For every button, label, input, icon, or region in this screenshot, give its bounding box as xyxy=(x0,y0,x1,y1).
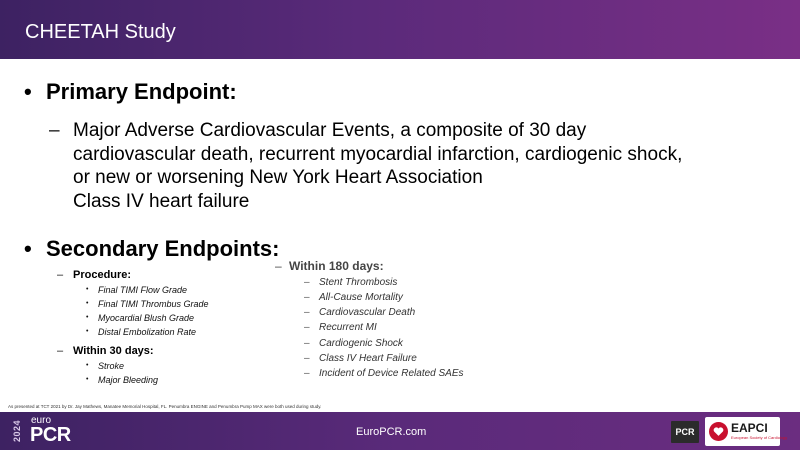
within-30-item: Stroke xyxy=(98,361,125,371)
within-180-item-dash: – xyxy=(304,322,310,333)
website-link[interactable]: EuroPCR.com xyxy=(356,426,427,438)
bullet-dot-icon: • xyxy=(86,328,89,335)
procedure-item: Final TIMI Thrombus Grade xyxy=(98,299,209,309)
procedure-label: Procedure: xyxy=(73,269,132,281)
bullet-dot-icon: • xyxy=(86,300,89,307)
eapci-subtitle: European Society of Cardiology xyxy=(731,435,788,440)
within-180-item-dash: – xyxy=(304,277,310,288)
within-180-item: Cardiogenic Shock xyxy=(319,338,403,349)
primary-endpoint-description xyxy=(73,119,773,213)
within-180-item: Recurrent MI xyxy=(319,322,377,333)
secondary-endpoints-heading: Secondary Endpoints: xyxy=(46,236,280,261)
europcr-logo-euro: euro xyxy=(31,415,52,426)
within-180-item: Incident of Device Related SAEs xyxy=(319,368,464,379)
primary-endpoint-heading: Primary Endpoint: xyxy=(46,79,237,104)
europcr-logo-pcr: PCR xyxy=(30,424,71,446)
slide-header xyxy=(0,0,800,59)
within-180-item-dash: – xyxy=(304,307,310,318)
within-180-item-dash: – xyxy=(304,353,310,364)
within-180-item: Cardiovascular Death xyxy=(319,307,416,318)
pcr-badge-logo: PCR xyxy=(671,421,699,443)
heart-icon xyxy=(713,426,724,437)
slide-title: CHEETAH Study xyxy=(25,21,176,43)
within-180-dash: – xyxy=(275,259,282,273)
within-180-item: All-Cause Mortality xyxy=(319,292,403,303)
within-30-label: Within 30 days: xyxy=(73,345,154,357)
bullet-dot-icon: • xyxy=(86,286,89,293)
bullet-dot-icon: • xyxy=(24,236,32,261)
eapci-logo xyxy=(705,417,788,446)
bullet-dot-icon: • xyxy=(24,79,32,104)
primary-line-3: or new or worsening New York Heart Association xyxy=(73,167,483,188)
year-label: 2024 xyxy=(12,419,22,443)
procedure-item: Distal Embolization Rate xyxy=(98,327,197,337)
eapci-text: EAPCI xyxy=(731,421,768,435)
within-180-item: Class IV Heart Failure xyxy=(319,353,417,364)
procedure-item: Final TIMI Flow Grade xyxy=(98,285,188,295)
footnote: As presented at TCT 2021 by Dr. Jay Mathews, Manatee Memorial Hospital, FL. Penumbra ENGINE and Penumbra Pump MAX were both used during study. xyxy=(8,404,322,409)
within-30-item: Major Bleeding xyxy=(98,375,159,385)
primary-dash: – xyxy=(49,120,60,141)
heart-logo-icon xyxy=(709,422,728,441)
within-180-item-dash: – xyxy=(304,338,310,349)
bullet-dot-icon: • xyxy=(86,362,89,369)
bullet-dot-icon: • xyxy=(86,314,89,321)
bullet-dot-icon: • xyxy=(86,376,89,383)
primary-line-1: Major Adverse Cardiovascular Events, a composite of 30 day xyxy=(73,120,587,141)
slide-content xyxy=(0,59,800,412)
primary-line-2: cardiovascular death, recurrent myocardial infarction, cardiogenic shock, xyxy=(73,143,683,165)
within-180-label: Within 180 days: xyxy=(289,259,384,273)
procedure-dash: – xyxy=(57,269,64,281)
within-30-dash: – xyxy=(57,345,64,357)
within-180-item-dash: – xyxy=(304,292,310,303)
primary-line-4: Class IV heart failure xyxy=(73,190,250,212)
within-180-item: Stent Thrombosis xyxy=(319,277,398,288)
within-180-item-dash: – xyxy=(304,368,310,379)
procedure-item: Myocardial Blush Grade xyxy=(98,313,195,323)
